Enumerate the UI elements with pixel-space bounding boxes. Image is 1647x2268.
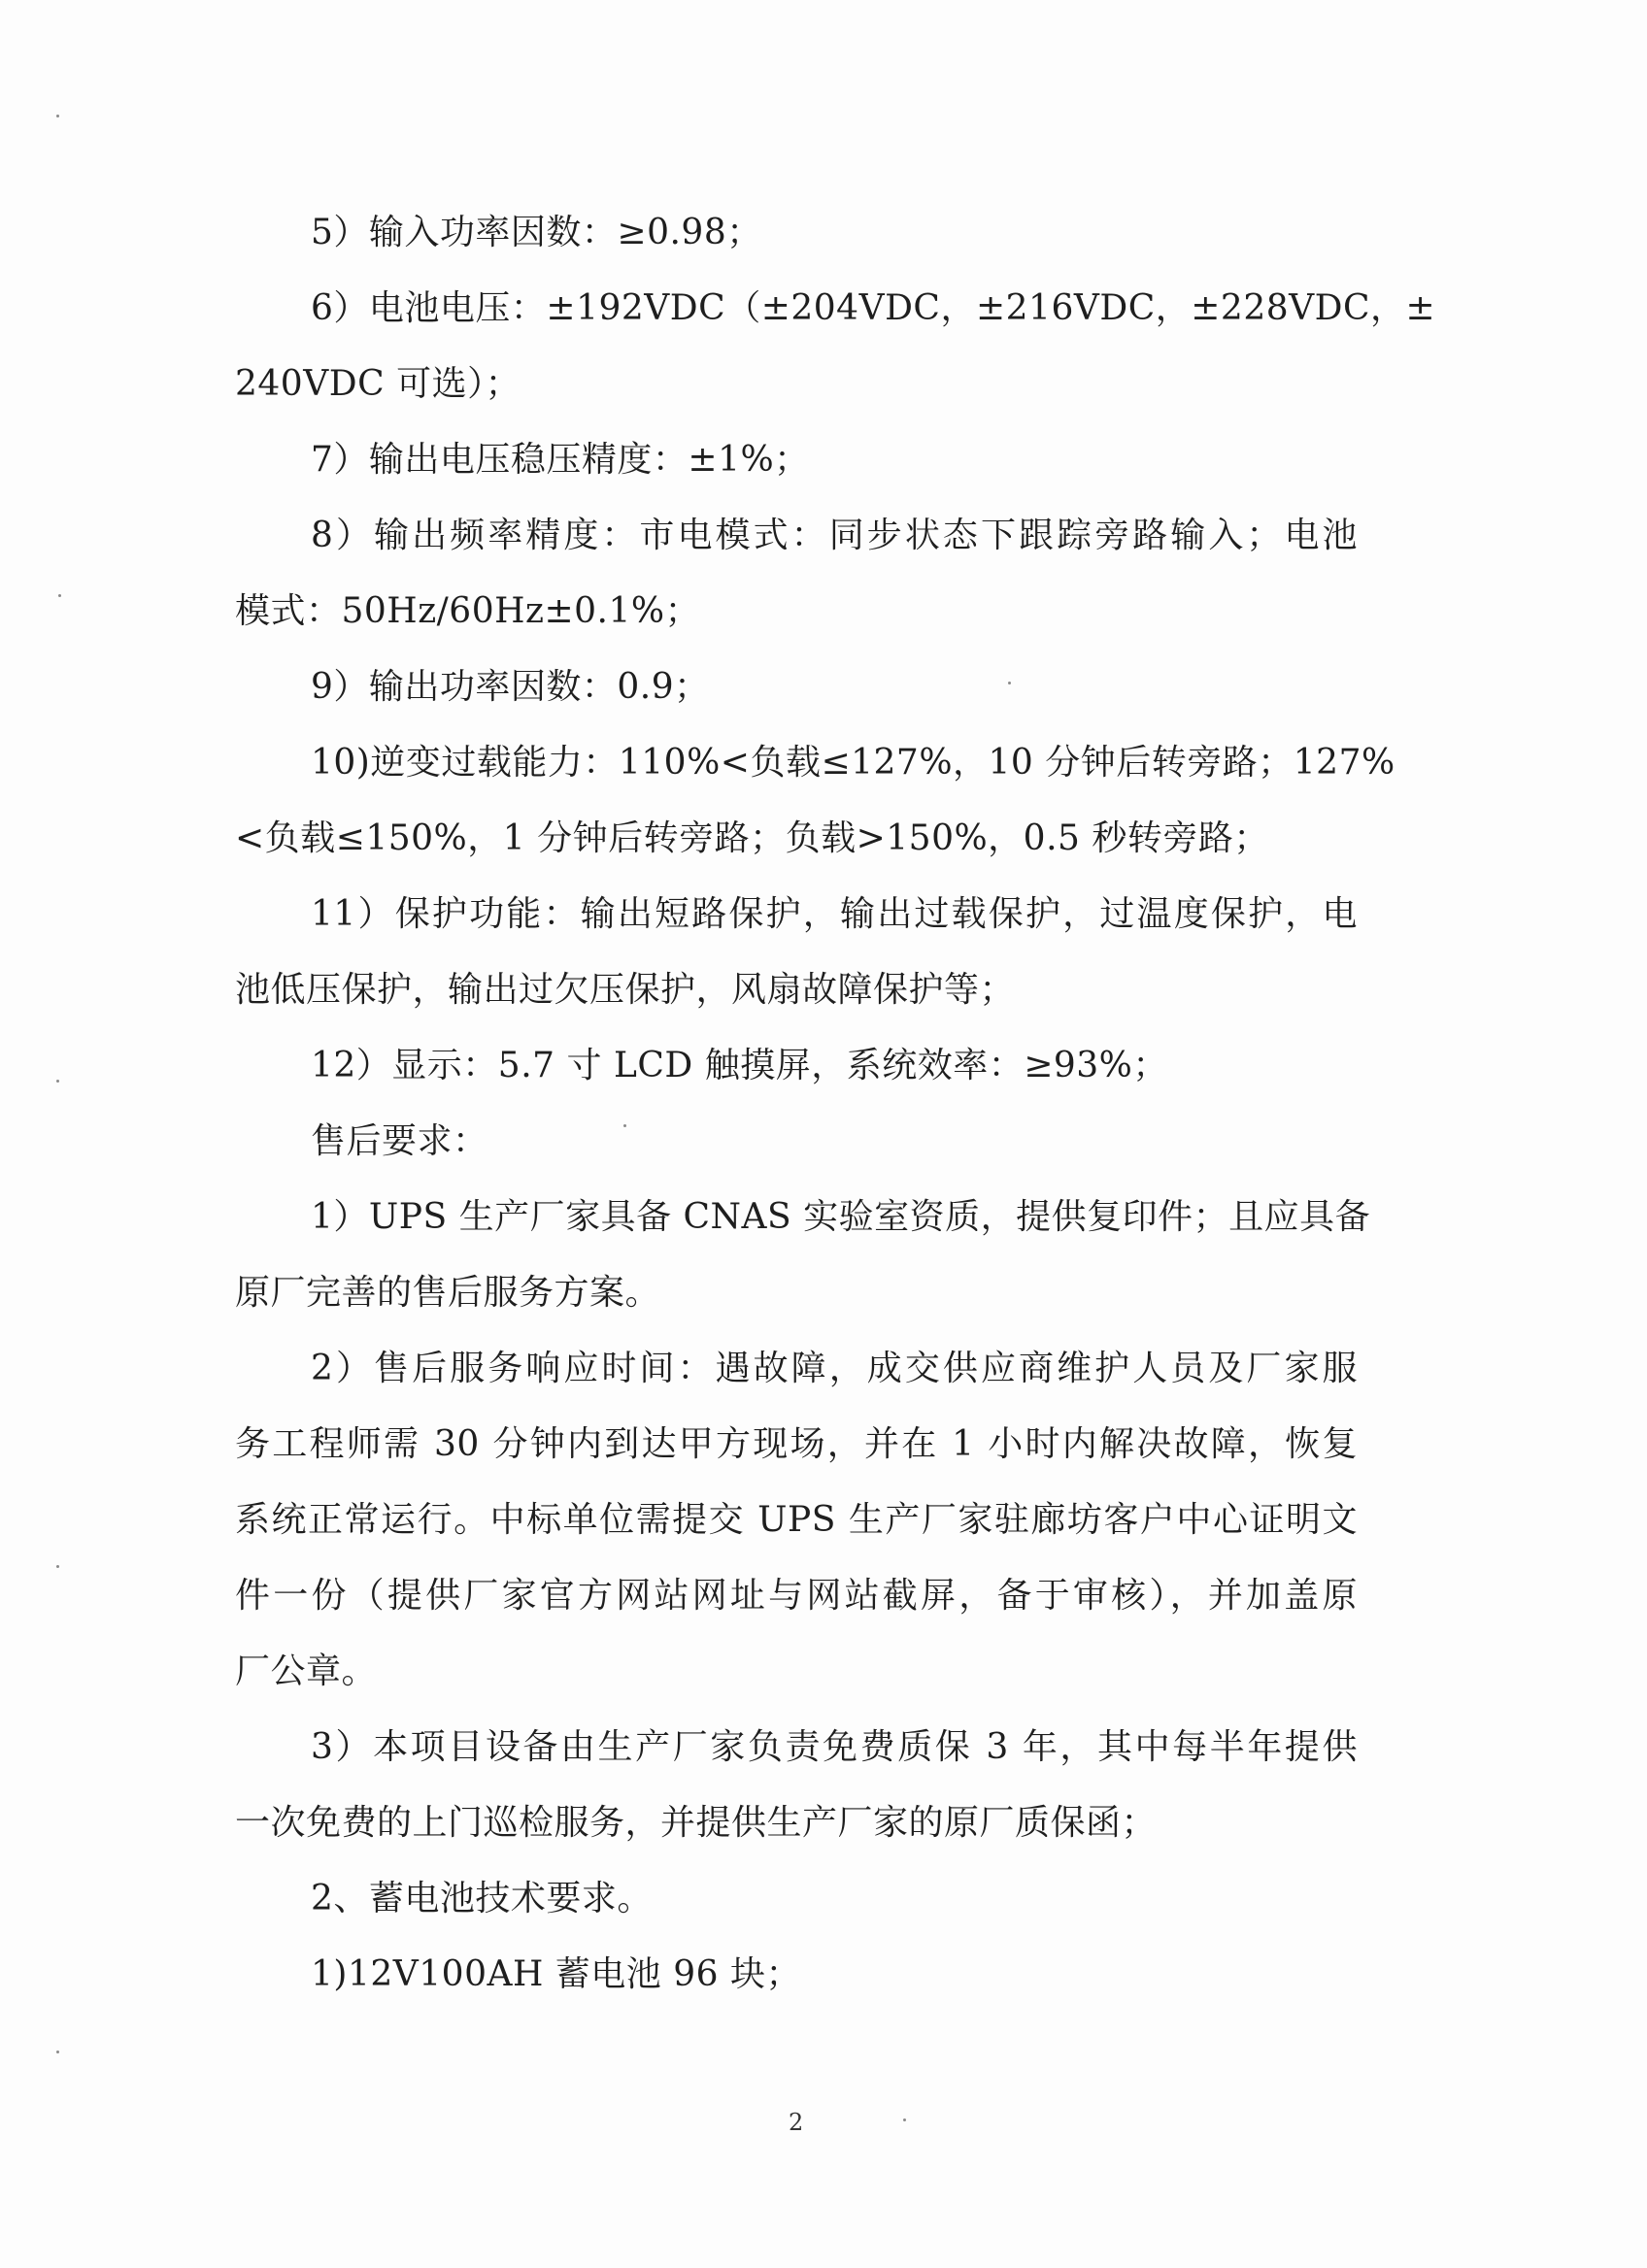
after-sales-item-1-cont: 原厂完善的售后服务方案。 <box>235 1273 661 1313</box>
spec-output-voltage-accuracy: 7）输出电压稳压精度：±1%； <box>311 440 810 480</box>
page-number: 2 <box>789 2109 804 2136</box>
after-sales-item-2-cont-1: 务工程师需 30 分钟内到达甲方现场，并在 1 小时内解决故障，恢复 <box>235 1424 1358 1464</box>
scan-speck <box>56 1565 59 1568</box>
scan-speck <box>58 594 61 597</box>
spec-input-power-factor: 5）输入功率因数：≥0.98； <box>311 213 762 252</box>
scan-speck <box>1008 682 1011 684</box>
after-sales-item-3: 3）本项目设备由生产厂家负责免费质保 3 年，其中每半年提供 <box>311 1727 1358 1767</box>
scan-speck <box>56 2051 59 2053</box>
spec-protection: 11）保护功能：输出短路保护，输出过载保护，过温度保护，电 <box>311 894 1358 934</box>
spec-inverter-overload: 10)逆变过载能力：110%<负载≤127%，10 分钟后转旁路；127% <box>311 743 1395 783</box>
spec-protection-cont: 池低压保护，输出过欠压保护，风扇故障保护等； <box>235 970 1016 1010</box>
battery-item-1: 1)12V100AH 蓄电池 96 块； <box>311 1954 802 1994</box>
section-after-sales: 售后要求： <box>311 1121 488 1161</box>
spec-inverter-overload-cont: <负载≤150%，1 分钟后转旁路；负载>150%，0.5 秒转旁路； <box>235 818 1269 858</box>
spec-battery-voltage-cont: 240VDC 可选）； <box>235 364 521 404</box>
after-sales-item-2-cont-2: 系统正常运行。中标单位需提交 UPS 生产厂家驻廊坊客户中心证明文 <box>235 1500 1358 1540</box>
spec-output-frequency-accuracy-cont: 模式：50Hz/60Hz±0.1%； <box>235 591 701 631</box>
spec-display: 12）显示：5.7 寸 LCD 触摸屏，系统效率：≥93%； <box>311 1046 1168 1085</box>
spec-battery-voltage: 6）电池电压：±192VDC（±204VDC，±216VDC，±228VDC，± <box>311 288 1436 328</box>
section-battery-requirements: 2、蓄电池技术要求。 <box>311 1879 653 1918</box>
after-sales-item-2-cont-3: 件一份（提供厂家官方网站网址与网站截屏，备于审核），并加盖原 <box>235 1576 1358 1616</box>
after-sales-item-3-cont: 一次免费的上门巡检服务，并提供生产厂家的原厂质保函； <box>235 1803 1158 1843</box>
after-sales-item-2: 2）售后服务响应时间：遇故障，成交供应商维护人员及厂家服 <box>311 1349 1358 1388</box>
scan-speck <box>56 115 59 117</box>
scan-speck <box>623 1124 626 1127</box>
spec-output-frequency-accuracy: 8）输出频率精度：市电模式：同步状态下跟踪旁路输入；电池 <box>311 516 1358 555</box>
after-sales-item-1: 1）UPS 生产厂家具备 CNAS 实验室资质，提供复印件；且应具备 <box>311 1197 1371 1237</box>
scan-speck <box>56 1080 59 1083</box>
scan-speck <box>903 2118 906 2121</box>
after-sales-item-2-cont-4: 厂公章。 <box>235 1651 378 1691</box>
spec-output-power-factor: 9）输出功率因数：0.9； <box>311 667 710 707</box>
